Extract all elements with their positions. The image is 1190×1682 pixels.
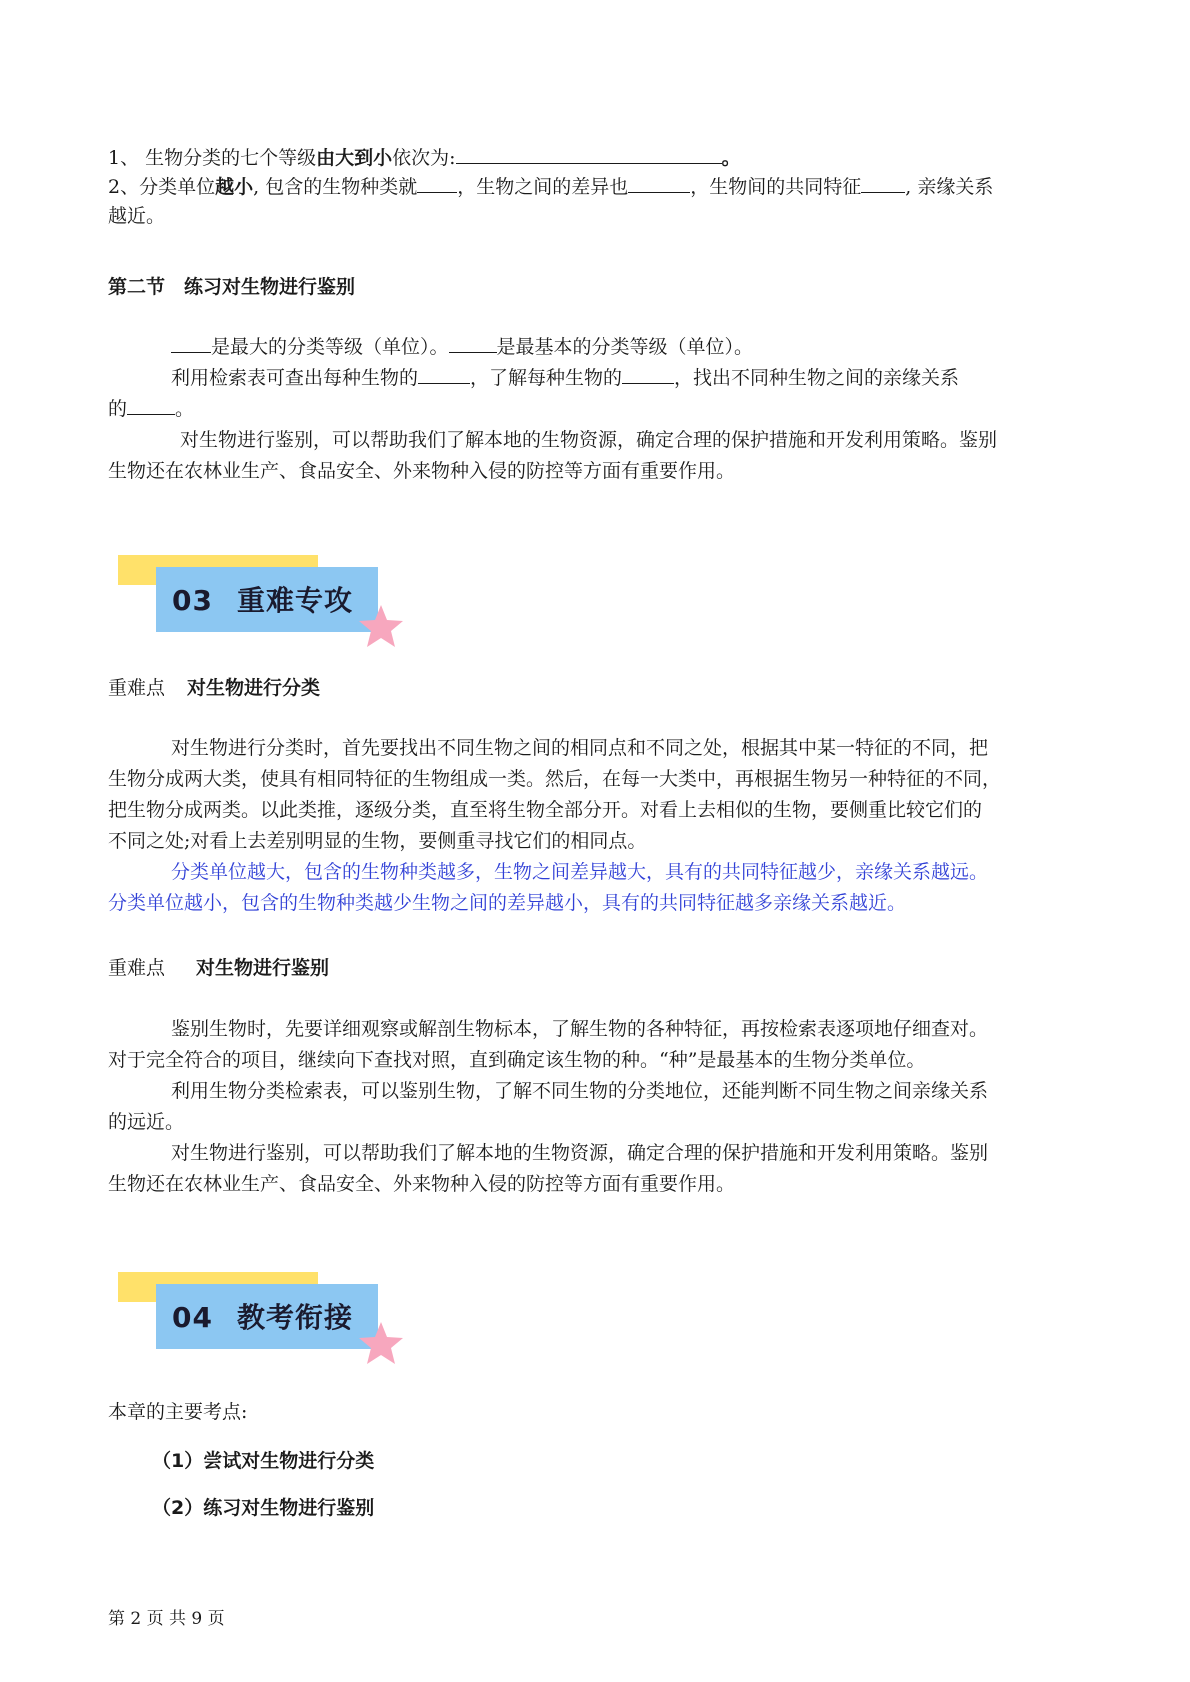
s2-blank-2[interactable] xyxy=(449,333,497,353)
section2-p3-line2: 生物还在农林业生产、食品安全、外来物种入侵的防控等方面有重要作用。 xyxy=(108,460,736,482)
s2-p2-d: 的 xyxy=(108,398,128,420)
question-2 xyxy=(108,172,1083,203)
s2-p2-e: 。 xyxy=(175,398,195,420)
q1-bold: 由大到小 xyxy=(316,147,393,169)
point1-line2: 生物分成两大类，使具有相同特征的生物组成一类。然后，在每一大类中，再根据生物另一种特征的不同， xyxy=(108,768,1002,790)
s2-p1-b: 是最基本的分类等级（单位）。 xyxy=(496,336,754,358)
point2-line1: 鉴别生物时，先要详细观察或解剖生物标本，了解生物的各种特征，再按检索表逐项地仔细查对。 xyxy=(171,1018,989,1040)
q2-text-c: ，生物之间的差异也 xyxy=(457,176,629,198)
q2-text-a: 2、分类单位 xyxy=(108,176,216,198)
section2-p2 xyxy=(108,363,1083,394)
star-icon xyxy=(358,1320,404,1366)
q1-text-b: 依次为: xyxy=(392,147,456,169)
section2-title: 第二节 练习对生物进行鉴别 xyxy=(108,276,356,298)
banner-03-title xyxy=(172,579,353,619)
exam-intro: 本章的主要考点: xyxy=(108,1401,248,1423)
s2-p2-c: ，找出不同种生物之间的亲缘关系 xyxy=(674,367,960,389)
banner-04-title xyxy=(172,1296,353,1336)
point1-line4: 不同之处;对看上去差别明显的生物，要侧重寻找它们的相同点。 xyxy=(108,830,647,852)
point2-line6: 生物还在农林业生产、食品安全、外来物种入侵的防控等方面有重要作用。 xyxy=(108,1173,736,1195)
s2-p2-b: ，了解每种生物的 xyxy=(470,367,623,389)
section2-p1 xyxy=(108,332,1083,363)
point2-line5: 对生物进行鉴别，可以帮助我们了解本地的生物资源，确定合理的保护措施和开发利用策略。鉴别 xyxy=(171,1142,989,1164)
point2-line4: 的远近。 xyxy=(108,1111,185,1133)
point1-line3: 把生物分成两类。以此类推，逐级分类，直至将生物全部分开。对看上去相似的生物，要侧重比较它们的 xyxy=(108,799,983,821)
banner-03 xyxy=(118,555,408,665)
star-icon xyxy=(358,603,404,649)
q2-bold: 越小 xyxy=(215,176,254,198)
q1-end: 。 xyxy=(721,147,741,169)
q2-text-d: ，生物间的共同特征 xyxy=(690,176,862,198)
point1-prefix: 重难点 xyxy=(108,677,166,699)
s2-blank-5[interactable] xyxy=(127,395,175,415)
exam-item-2: （2）练习对生物进行鉴别 xyxy=(152,1497,375,1519)
s2-blank-4[interactable] xyxy=(622,364,674,384)
q1-blank[interactable] xyxy=(456,144,722,164)
q2-continuation: 越近。 xyxy=(108,205,166,227)
q2-text-e: , 亲缘关系 xyxy=(905,176,994,198)
banner-04-label: 教考衔接 xyxy=(236,1301,353,1334)
q1-text: 1、 生物分类的七个等级 xyxy=(108,147,317,169)
s2-p2-a: 利用检索表可查出每种生物的 xyxy=(171,367,419,389)
point1-line1: 对生物进行分类时，首先要找出不同生物之间的相同点和不同之处，根据其中某一特征的不同，把 xyxy=(171,737,989,759)
q2-blank-1[interactable] xyxy=(417,173,457,193)
banner-03-number: 03 xyxy=(172,584,213,617)
banner-03-label: 重难专攻 xyxy=(236,584,353,617)
s2-blank-3[interactable] xyxy=(418,364,470,384)
point1-heading xyxy=(108,673,1083,704)
point2-title: 对生物进行鉴别 xyxy=(196,957,330,979)
point2-line2: 对于完全符合的项目，继续向下查找对照，直到确定该生物的种。“种”是最基本的生物分类单位。 xyxy=(108,1049,926,1071)
point1-blue-line1: 分类单位越大，包含的生物种类越多，生物之间差异越大，具有的共同特征越少，亲缘关系越远。 xyxy=(171,861,989,883)
exam-item-1: （1）尝试对生物进行分类 xyxy=(152,1450,375,1472)
q2-blank-3[interactable] xyxy=(861,173,905,193)
point2-prefix: 重难点 xyxy=(108,957,166,979)
point2-line3: 利用生物分类检索表，可以鉴别生物，了解不同生物的分类地位，还能判断不同生物之间亲缘关系 xyxy=(171,1080,989,1102)
banner-04-number: 04 xyxy=(172,1301,213,1334)
q2-blank-2[interactable] xyxy=(628,173,690,193)
point1-title: 对生物进行分类 xyxy=(187,677,321,699)
question-1 xyxy=(108,143,1083,174)
s2-blank-1[interactable] xyxy=(171,333,211,353)
page-number: 第 2 页 共 9 页 xyxy=(108,1609,225,1629)
s2-p1-a: 是最大的分类等级（单位）。 xyxy=(211,336,449,358)
point2-heading xyxy=(108,953,1083,984)
section2-p2-cont xyxy=(108,394,1083,425)
banner-04 xyxy=(118,1272,408,1382)
section2-p3-line1: 对生物进行鉴别，可以帮助我们了解本地的生物资源，确定合理的保护措施和开发利用策略。鉴别 xyxy=(180,429,998,451)
point1-blue-line2: 分类单位越小，包含的生物种类越少生物之间的差异越小，具有的共同特征越多亲缘关系越近。 xyxy=(108,892,907,914)
q2-text-b: , 包含的生物种类就 xyxy=(253,176,418,198)
